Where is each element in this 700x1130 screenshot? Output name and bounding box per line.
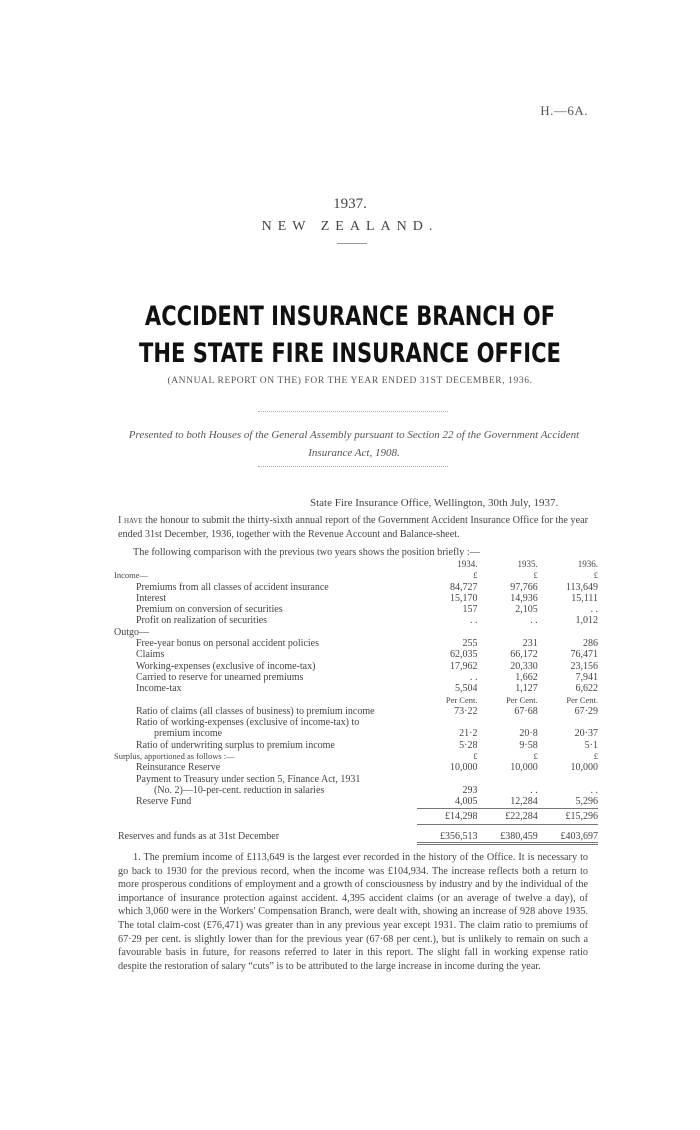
cell-value: 6,622 bbox=[575, 683, 598, 695]
row-label: Premium on conversion of securities bbox=[136, 604, 283, 616]
year-header: 1934. bbox=[457, 559, 478, 569]
cell-value: 10,000 bbox=[510, 762, 538, 774]
total-value: £22,284 bbox=[477, 808, 537, 824]
cell-value: £356,513 bbox=[417, 824, 477, 843]
cell-value: 14,936 bbox=[510, 592, 538, 604]
table-row bbox=[114, 593, 598, 604]
surplus-heading: Surplus, apportioned as follows :— bbox=[114, 751, 235, 762]
table-row bbox=[114, 824, 598, 843]
report-subtitle: (ANNUAL REPORT ON THE) FOR THE YEAR ENDED 31ST DECEMBER, 1936. bbox=[167, 376, 533, 386]
table-row bbox=[114, 740, 598, 751]
cell-value: 10,000 bbox=[570, 762, 598, 774]
row-label: Premiums from all classes of accident insurance bbox=[136, 581, 329, 593]
cell-value: 66,172 bbox=[510, 649, 538, 661]
income-heading: Income— bbox=[114, 570, 148, 581]
cell-value: £380,459 bbox=[477, 824, 537, 843]
row-label: Profit on realization of securities bbox=[136, 615, 268, 627]
row-label: Working-expenses (exclusive of income-tax) bbox=[136, 660, 316, 672]
table-row bbox=[114, 582, 598, 593]
cell-value: . . bbox=[590, 784, 598, 796]
opening-text: the honour to submit the thirty-sixth annual report of the Government Accident Insurance Office for the year ended 31st December, 1936, together with the Revenue Account and Balance-sheet. bbox=[118, 515, 589, 540]
table-row bbox=[114, 649, 598, 660]
cell-value: 4,005 bbox=[454, 796, 478, 808]
total-value: £14,298 bbox=[417, 808, 477, 824]
cell-value: 67·29 bbox=[574, 705, 598, 717]
table-row bbox=[114, 570, 598, 581]
row-label: Reserves and funds as at 31st December bbox=[118, 831, 280, 843]
cell-value: 84,727 bbox=[449, 581, 478, 593]
cell-value: 5,296 bbox=[575, 796, 598, 808]
cell-value: 9·58 bbox=[519, 739, 538, 751]
cell-value: 1,012 bbox=[575, 615, 598, 627]
table-row bbox=[114, 774, 598, 785]
cell-value: 10,000 bbox=[449, 762, 478, 774]
row-label: Payment to Treasury under section 5, Finance Act, 1931 bbox=[136, 773, 361, 785]
cell-value: 157 bbox=[462, 604, 478, 616]
table-row bbox=[114, 695, 598, 706]
unit-label: Per Cent. bbox=[445, 694, 478, 705]
cell-value: 5·1 bbox=[584, 739, 598, 751]
table-row bbox=[114, 762, 598, 773]
cell-value: 231 bbox=[522, 638, 538, 650]
country-heading: NEW ZEALAND. bbox=[261, 219, 439, 234]
year-header: 1935. bbox=[517, 559, 538, 569]
row-label: Reserve Fund bbox=[136, 796, 192, 808]
paragraph-1: 1. The premium income of £113,649 is the largest ever recorded in the history of the Office. It is necessary to go back to 1930 for the previous record, when the income was £104,934. The increase reflects both a return to more prosperous conditions of employment and a growth of consciousness by industry and by the individual of the importance of insurance protection against accident. 4,395 accident claims (or an average of twelve a day), of which 3,060 were in the Workers' Compensation Branch, were dealt with, showing an increase of 928 above 1935. The total claim-cost (£76,471) was greater than in any previous year except 1931. The claim ratio to premiums of 67·29 per cent. is slightly lower than for the previous year (67·68 per cent.), but is unlikely to remain on such a favourable basis in future, for reasons referred to later in this report. The slight fall in working expense ratio despite the restoration of salary “cuts” is to be attributed to the large increase in income during the year. bbox=[118, 852, 588, 972]
cell-value: 23,156 bbox=[570, 660, 598, 672]
comparison-intro: The following comparison with the previous two years shows the position briefly :— bbox=[133, 547, 480, 558]
cell-value: 97,766 bbox=[510, 581, 538, 593]
table-row bbox=[114, 615, 598, 626]
unit-label: £ bbox=[593, 751, 598, 762]
table-row bbox=[114, 785, 598, 796]
row-label: Free-year bonus on personal accident policies bbox=[136, 638, 319, 650]
row-label: premium income bbox=[154, 728, 223, 740]
row-label: Ratio of claims (all classes of business) to premium income bbox=[136, 705, 375, 717]
cell-value: 21·2 bbox=[459, 728, 478, 740]
cell-value: 293 bbox=[462, 784, 478, 796]
row-label: Interest bbox=[136, 592, 166, 604]
total-value: £15,296 bbox=[538, 808, 598, 824]
report-year: 1937. bbox=[333, 196, 367, 212]
row-label: Income-tax bbox=[136, 683, 182, 695]
cell-value: 1,127 bbox=[515, 683, 538, 695]
table-row bbox=[114, 808, 598, 824]
cell-value: . . bbox=[469, 615, 478, 627]
document-reference: H.—6A. bbox=[540, 103, 588, 118]
row-label: Reinsurance Reserve bbox=[136, 762, 221, 774]
row-label: (No. 2)—10-per-cent. reduction in salaries bbox=[154, 784, 325, 796]
cell-value: . . bbox=[530, 615, 538, 627]
table-row bbox=[114, 627, 598, 638]
table-row bbox=[114, 661, 598, 672]
year-header: 1936. bbox=[577, 559, 598, 569]
unit-label: £ bbox=[473, 751, 478, 762]
dotted-divider bbox=[258, 411, 448, 412]
cell-value: 73·22 bbox=[454, 705, 478, 717]
cell-value: . . bbox=[469, 671, 478, 683]
cell-value: 67·68 bbox=[514, 705, 538, 717]
table-row bbox=[114, 706, 598, 717]
cell-value: . . bbox=[590, 604, 598, 616]
cell-value: 20·8 bbox=[519, 728, 538, 740]
cell-value: 113,649 bbox=[565, 581, 598, 593]
cell-value: 62,035 bbox=[449, 649, 478, 661]
dotted-divider bbox=[258, 466, 448, 467]
table-row bbox=[114, 796, 598, 808]
cell-value: 17,962 bbox=[449, 660, 478, 672]
row-label: Carried to reserve for unearned premiums bbox=[136, 671, 304, 683]
unit-label: £ bbox=[473, 570, 478, 581]
unit-label: £ bbox=[533, 570, 538, 581]
presentation-note: Presented to both Houses of the General Assembly pursuant to Section 22 of the Government Accident Insurance Act, 1908. bbox=[128, 429, 580, 459]
table-row bbox=[114, 559, 598, 570]
unit-label: £ bbox=[533, 751, 538, 762]
table-row bbox=[114, 717, 598, 728]
cell-value: 12,284 bbox=[510, 796, 538, 808]
comparison-table bbox=[114, 559, 598, 845]
cell-value: 15,170 bbox=[449, 592, 478, 604]
unit-label: £ bbox=[593, 570, 598, 581]
table-row bbox=[114, 751, 598, 762]
unit-label: Per Cent. bbox=[566, 694, 598, 705]
cell-value: 1,662 bbox=[515, 671, 538, 683]
cell-value: 5·28 bbox=[459, 739, 478, 751]
cell-value: 15,111 bbox=[571, 592, 598, 604]
cell-value: 76,471 bbox=[570, 649, 598, 661]
cell-value: 7,941 bbox=[575, 671, 598, 683]
cell-value: 255 bbox=[462, 638, 478, 650]
row-label: Ratio of underwriting surplus to premium income bbox=[136, 739, 335, 751]
outgo-heading: Outgo— bbox=[114, 626, 149, 638]
cell-value: . . bbox=[530, 784, 538, 796]
unit-label: Per Cent. bbox=[506, 694, 538, 705]
page-title: ACCIDENT INSURANCE BRANCH OF THE STATE FIRE INSURANCE OFFICE bbox=[139, 301, 561, 369]
cell-value: 5,504 bbox=[454, 683, 478, 695]
row-label: Claims bbox=[136, 649, 165, 661]
cell-value: 20·37 bbox=[574, 728, 598, 740]
table-row bbox=[114, 604, 598, 615]
table-row bbox=[114, 672, 598, 683]
table-row bbox=[114, 683, 598, 694]
cell-value: 2,105 bbox=[515, 604, 538, 616]
table-row bbox=[114, 728, 598, 739]
divider bbox=[337, 243, 367, 244]
cell-value: £403,697 bbox=[538, 824, 598, 843]
row-label: Ratio of working-expenses (exclusive of income-tax) to bbox=[136, 717, 360, 729]
opening-paragraph bbox=[118, 514, 588, 541]
table-row bbox=[114, 638, 598, 649]
cell-value: 286 bbox=[583, 638, 598, 650]
cell-value: 20,330 bbox=[510, 660, 538, 672]
dateline: State Fire Insurance Office, Wellington, 30th July, 1937. bbox=[310, 497, 559, 509]
opening-caps: I have bbox=[118, 515, 143, 526]
